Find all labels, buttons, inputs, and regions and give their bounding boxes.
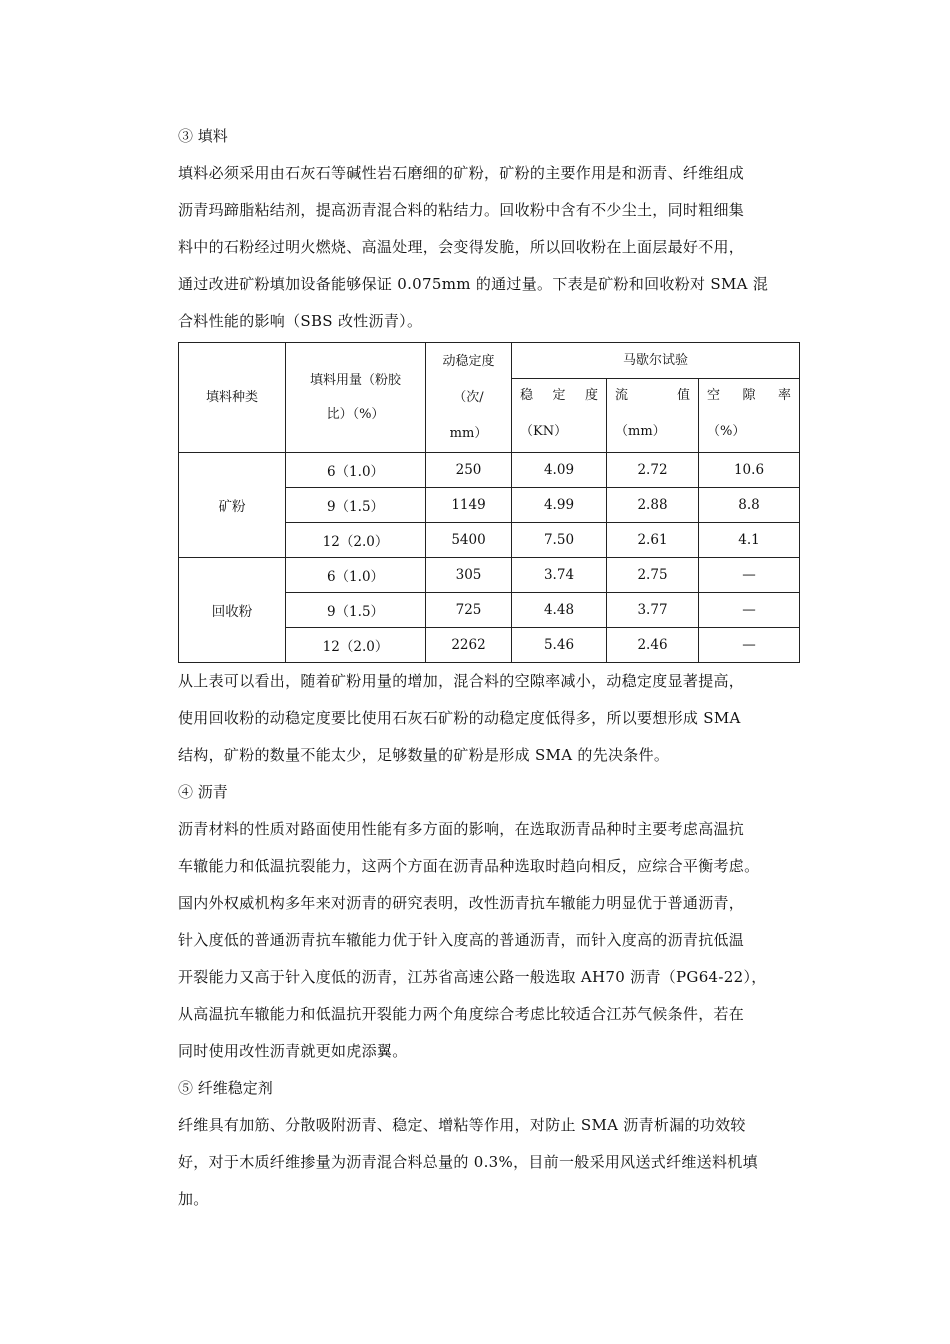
paragraph-line: 加。 (178, 1190, 209, 1208)
header-char: 值 (676, 387, 690, 403)
cell-amount: 6（1.0） (286, 453, 426, 488)
header-char: 稳 (520, 387, 534, 403)
section-heading-asphalt: ④ 沥青 (178, 783, 228, 801)
cell-dynamic-stability: 2262 (426, 628, 512, 663)
cell-void-ratio: — (699, 628, 800, 663)
cell-dynamic-stability: 725 (426, 593, 512, 628)
paragraph-line: 车辙能力和低温抗裂能力，这两个方面在沥青品种选取时趋向相反，应综合平衡考虑。 (178, 857, 760, 875)
cell-flow: 3.77 (607, 593, 699, 628)
paragraph-asphalt (178, 811, 818, 1070)
paragraph-after-table (178, 663, 818, 774)
header-dynamic-stability (426, 343, 512, 453)
cell-stability: 5.46 (512, 628, 607, 663)
paragraph-line: 针入度低的普通沥青抗车辙能力优于针入度高的普通沥青，而针入度高的沥青抗低温 (178, 931, 745, 949)
paragraph-fiber (178, 1107, 818, 1218)
cell-dynamic-stability: 5400 (426, 523, 512, 558)
header-text: （次/ (453, 389, 484, 405)
paragraph-line: 从上表可以看出，随着矿粉用量的增加，混合料的空隙率减小，动稳定度显著提高， (178, 672, 745, 690)
cell-void-ratio: 8.8 (699, 488, 800, 523)
header-text: 比）（%） (326, 406, 385, 422)
cell-flow: 2.61 (607, 523, 699, 558)
cell-amount: 12（2.0） (286, 628, 426, 663)
cell-void-ratio: 4.1 (699, 523, 800, 558)
paragraph-filler (178, 155, 818, 340)
cell-void-ratio: — (699, 593, 800, 628)
paragraph-line: 通过改进矿粉填加设备能够保证 0.075mm 的通过量。下表是矿粉和回收粉对 SMA 混 (178, 275, 769, 293)
paragraph-line: 沥青玛蹄脂粘结剂，提高沥青混合料的粘结力。回收粉中含有不少尘土，同时粗细集 (178, 201, 745, 219)
cell-stability: 4.48 (512, 593, 607, 628)
cell-void-ratio: — (699, 558, 800, 593)
cell-stability: 7.50 (512, 523, 607, 558)
cell-amount: 6（1.0） (286, 558, 426, 593)
header-char: 空 (707, 387, 721, 403)
header-flow (607, 379, 699, 453)
paragraph-line: 沥青材料的性质对路面使用性能有多方面的影响，在选取沥青品种时主要考虑高温抗 (178, 820, 745, 838)
cell-dynamic-stability: 250 (426, 453, 512, 488)
cell-flow: 2.88 (607, 488, 699, 523)
header-text: mm） (449, 425, 488, 441)
header-char: 流 (615, 387, 629, 403)
group-name-mineral-powder: 矿粉 (179, 453, 286, 558)
section-heading-filler: ③ 填料 (178, 127, 228, 145)
table-row (179, 453, 800, 488)
header-char: 度 (584, 387, 598, 403)
paragraph-line: 纤维具有加筋、分散吸附沥青、稳定、增粘等作用，对防止 SMA 沥青析漏的功效较 (178, 1116, 746, 1134)
cell-void-ratio: 10.6 (699, 453, 800, 488)
paragraph-line: 同时使用改性沥青就更如虎添翼。 (178, 1042, 408, 1060)
header-char: 隙 (742, 387, 756, 403)
cell-stability: 3.74 (512, 558, 607, 593)
paragraph-line: 从高温抗车辙能力和低温抗开裂能力两个角度综合考虑比较适合江苏气候条件，若在 (178, 1005, 745, 1023)
header-unit: （KN） (520, 423, 568, 439)
header-unit: （%） (707, 423, 746, 439)
document-page (178, 118, 818, 1218)
filler-performance-table (178, 342, 800, 663)
paragraph-line: 好，对于木质纤维掺量为沥青混合料总量的 0.3%，目前一般采用风送式纤维送料机填 (178, 1153, 758, 1171)
paragraph-line: 填料必须采用由石灰石等碱性岩石磨细的矿粉，矿粉的主要作用是和沥青、纤维组成 (178, 164, 745, 182)
cell-amount: 12（2.0） (286, 523, 426, 558)
cell-dynamic-stability: 1149 (426, 488, 512, 523)
header-void-ratio (699, 379, 800, 453)
cell-amount: 9（1.5） (286, 488, 426, 523)
header-char: 定 (552, 387, 566, 403)
section-heading-fiber: ⑤ 纤维稳定剂 (178, 1079, 273, 1097)
header-stability (512, 379, 607, 453)
header-marshall-test: 马歇尔试验 (512, 343, 800, 379)
cell-dynamic-stability: 305 (426, 558, 512, 593)
group-name-recycled-powder: 回收粉 (179, 558, 286, 663)
paragraph-line: 合料性能的影响（SBS 改性沥青）。 (178, 312, 423, 330)
header-filler-amount (286, 343, 426, 453)
paragraph-line: 使用回收粉的动稳定度要比使用石灰石矿粉的动稳定度低得多，所以要想形成 SMA (178, 709, 741, 727)
cell-stability: 4.09 (512, 453, 607, 488)
cell-stability: 4.99 (512, 488, 607, 523)
header-text: 填料用量（粉胶 (309, 372, 401, 388)
paragraph-line: 开裂能力又高于针入度低的沥青，江苏省高速公路一般选取 AH70 沥青（PG64-22）， (178, 968, 767, 986)
cell-flow: 2.72 (607, 453, 699, 488)
cell-flow: 2.46 (607, 628, 699, 663)
cell-amount: 9（1.5） (286, 593, 426, 628)
cell-flow: 2.75 (607, 558, 699, 593)
paragraph-line: 国内外权威机构多年来对沥青的研究表明，改性沥青抗车辙能力明显优于普通沥青， (178, 894, 745, 912)
paragraph-line: 结构，矿粉的数量不能太少，足够数量的矿粉是形成 SMA 的先决条件。 (178, 746, 670, 764)
header-filler-type: 填料种类 (179, 343, 286, 453)
header-text: 动稳定度 (442, 353, 495, 369)
paragraph-line: 料中的石粉经过明火燃烧、高温处理，会变得发脆，所以回收粉在上面层最好不用， (178, 238, 745, 256)
header-char: 率 (778, 387, 792, 403)
table-row (179, 558, 800, 593)
header-unit: （mm） (615, 423, 666, 439)
